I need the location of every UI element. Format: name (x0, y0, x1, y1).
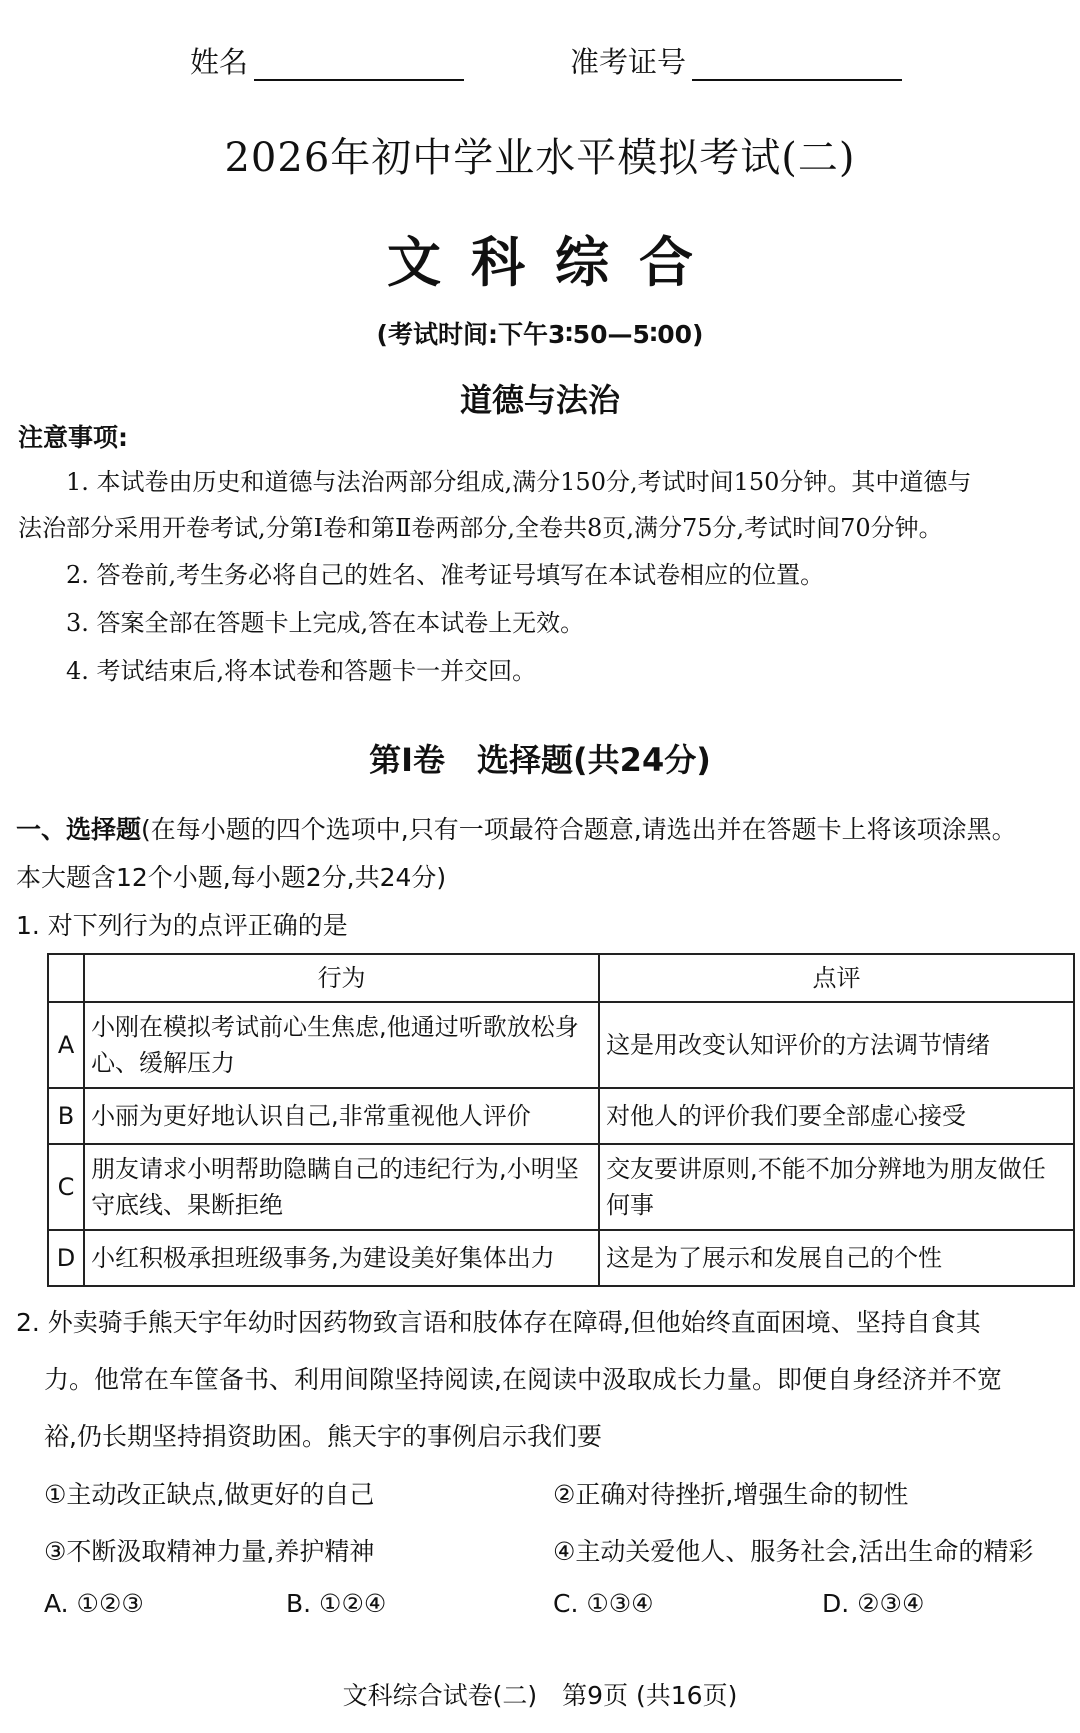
notice-line: 1. 本试卷由历史和道德与法治两部分组成,满分150分,考试时间150分钟。其中道德与 (66, 468, 972, 496)
option-letter: D (48, 1230, 84, 1286)
table-row (48, 1002, 1074, 1088)
action-cell: 小红积极承担班级事务,为建设美好集体出力 (84, 1230, 599, 1286)
option-letter: A (48, 1002, 84, 1088)
section-heading: 一、选择题 (16, 815, 142, 844)
table-header-cell: 点评 (599, 954, 1074, 1002)
volume-title: 第Ⅰ卷 选择题(共24分) (369, 741, 711, 779)
answer-choice: A. ①②③ (44, 1589, 144, 1618)
review-cell: 对他人的评价我们要全部虚心接受 (599, 1088, 1074, 1144)
name-label: 姓名 (190, 45, 249, 79)
exam-id-blank (692, 45, 902, 81)
statement-item: ②正确对待挫折,增强生命的韧性 (553, 1480, 909, 1509)
action-cell: 朋友请求小明帮助隐瞒自己的违纪行为,小明坚守底线、果断拒绝 (84, 1144, 599, 1230)
notice-line: 法治部分采用开卷考试,分第Ⅰ卷和第Ⅱ卷两部分,全卷共8页,满分75分,考试时间70分钟。 (18, 514, 943, 542)
statement-item: ①主动改正缺点,做更好的自己 (44, 1480, 375, 1509)
table-row (48, 1088, 1074, 1144)
table-row (48, 1144, 1074, 1230)
question-stem: 1. 对下列行为的点评正确的是 (16, 911, 348, 940)
action-cell: 小刚在模拟考试前心生焦虑,他通过听歌放松身心、缓解压力 (84, 1002, 599, 1088)
table-header-cell (48, 954, 84, 1002)
exam-id-label: 准考证号 (570, 45, 687, 79)
question-stem: 力。他常在车筐备书、利用间隙坚持阅读,在阅读中汲取成长力量。即便自身经济并不宽 (44, 1365, 1002, 1394)
page-footer: 文科综合试卷(二) 第9页 (共16页) (342, 1681, 738, 1710)
name-field (190, 40, 464, 81)
answer-choice: C. ①③④ (553, 1589, 654, 1618)
answer-choice: D. ②③④ (822, 1589, 925, 1618)
exam-time: (考试时间:下午3∶50—5∶00) (376, 320, 704, 349)
answer-choice: B. ①②④ (286, 1589, 387, 1618)
part-title: 道德与法治 (459, 381, 620, 419)
question-stem: 裕,仍长期坚持捐资助困。熊天宇的事例启示我们要 (44, 1422, 602, 1451)
section-intro-line2: 本大题含12个小题,每小题2分,共24分) (16, 863, 447, 892)
option-letter: C (48, 1144, 84, 1230)
action-cell: 小丽为更好地认识自己,非常重视他人评价 (84, 1088, 599, 1144)
q1-table (47, 953, 1075, 1287)
statement-item: ③不断汲取精神力量,养护精神 (44, 1537, 375, 1566)
exam-title: 2026年初中学业水平模拟考试(二) (224, 135, 856, 181)
statement-item: ④主动关爱他人、服务社会,活出生命的精彩 (553, 1537, 1034, 1566)
name-blank (254, 45, 464, 81)
review-cell: 这是用改变认知评价的方法调节情绪 (599, 1002, 1074, 1088)
review-cell: 交友要讲原则,不能不加分辨地为朋友做任何事 (599, 1144, 1074, 1230)
notice-line: 3. 答案全部在答题卡上完成,答在本试卷上无效。 (66, 609, 585, 637)
table-row (48, 1230, 1074, 1286)
table-header-cell: 行为 (84, 954, 599, 1002)
notice-heading: 注意事项: (18, 423, 128, 452)
exam-id-field (570, 40, 902, 81)
subject-title: 文科综合 (387, 231, 723, 294)
table-header-row (48, 954, 1074, 1002)
section-intro (16, 810, 1017, 846)
option-letter: B (48, 1088, 84, 1144)
notice-line: 4. 考试结束后,将本试卷和答题卡一并交回。 (66, 657, 537, 685)
section-intro-text: (在每小题的四个选项中,只有一项最符合题意,请选出并在答题卡上将该项涂黑。 (141, 815, 1017, 844)
review-cell: 这是为了展示和发展自己的个性 (599, 1230, 1074, 1286)
notice-line: 2. 答卷前,考生务必将自己的姓名、准考证号填写在本试卷相应的位置。 (66, 561, 825, 589)
question-stem: 2. 外卖骑手熊天宇年幼时因药物致言语和肢体存在障碍,但他始终直面困境、坚持自食其 (16, 1308, 981, 1337)
